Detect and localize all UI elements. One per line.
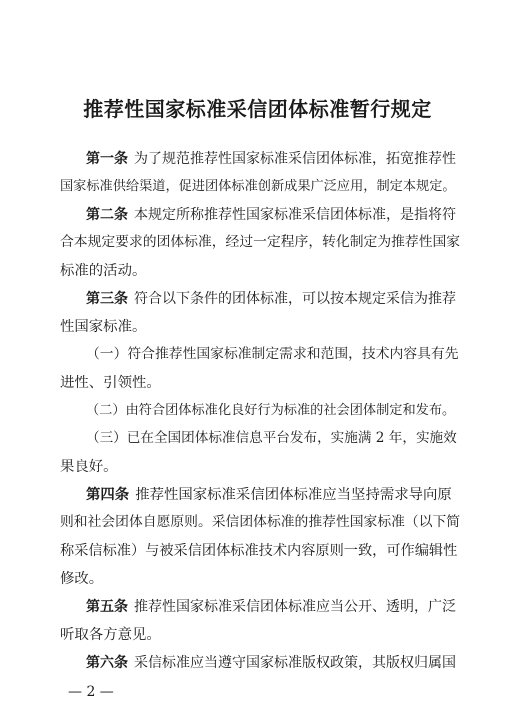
line-text: （一）符合推荐性国家标准制定需求和范围，技术内容具有先 <box>86 346 459 362</box>
line-15 <box>60 544 457 558</box>
line-text: 修改。 <box>60 571 104 587</box>
line-text: 符合以下条件的团体标准，可以按本规定采信为推荐 <box>134 291 456 307</box>
line-text: 本规定所称推荐性国家标准采信团体标准，是指将符 <box>134 207 456 223</box>
line-2 <box>60 180 456 193</box>
article-6-label: 第六条 <box>86 655 128 671</box>
article-5-label: 第五条 <box>86 599 128 615</box>
page-number: — 2 — <box>68 684 114 700</box>
article-3-label: 第三条 <box>86 291 128 307</box>
line-text: 推荐性国家标准采信团体标准应当公开、透明，广泛 <box>134 599 456 615</box>
line-text: 进性、引领性。 <box>60 375 161 391</box>
line-19 <box>86 656 456 670</box>
article-1-label: 第一条 <box>86 151 128 167</box>
line-text: 国家标准供给渠道，促进团体标准创新成果广泛应用，制定本规定。 <box>60 179 456 194</box>
line-9 <box>60 376 161 390</box>
line-text: 推荐性国家标准采信团体标准应当坚持需求导向原 <box>135 487 452 503</box>
line-text: 采信标准应当遵守国家标准版权政策，其版权归属国 <box>134 655 456 671</box>
line-4 <box>60 236 460 250</box>
line-text: 听取各方意见。 <box>60 627 161 643</box>
line-text: 标准的活动。 <box>60 263 147 279</box>
article-2-label: 第二条 <box>86 207 128 223</box>
line-text: （二）由符合团体标准化良好行为标准的社会团体制定和发布。 <box>86 403 456 418</box>
line-18 <box>60 628 161 642</box>
line-12 <box>60 460 118 474</box>
document-title: 推荐性国家标准采信团体标准暂行规定 <box>83 97 432 121</box>
line-8 <box>86 348 459 362</box>
line-text: 称采信标准）与被采信团体标准技术内容原则一致，可作编辑性 <box>60 543 458 559</box>
line-17 <box>86 600 456 614</box>
line-text: 合本规定要求的团体标准，经过一定程序，转化制定为推荐性国家 <box>60 234 461 250</box>
line-5 <box>60 264 146 278</box>
line-text: 果良好。 <box>60 459 118 475</box>
line-text: （三）已在全国团体标准信息平台发布，实施满 2 年，实施效 <box>86 430 457 446</box>
line-7 <box>60 320 146 334</box>
line-3 <box>86 208 456 222</box>
line-text: 性国家标准。 <box>60 319 147 335</box>
line-16 <box>60 572 103 586</box>
line-text: 为了规范推荐性国家标准采信团体标准，拓宽推荐性 <box>134 151 456 167</box>
line-6 <box>86 292 456 306</box>
line-10 <box>86 404 455 417</box>
article-4-label: 第四条 <box>86 487 130 503</box>
line-1 <box>86 152 456 166</box>
line-13 <box>86 488 452 502</box>
line-11 <box>86 432 457 446</box>
line-14 <box>60 516 460 530</box>
line-text: 则和社会团体自愿原则。采信团体标准的推荐性国家标准（以下简 <box>60 514 461 530</box>
